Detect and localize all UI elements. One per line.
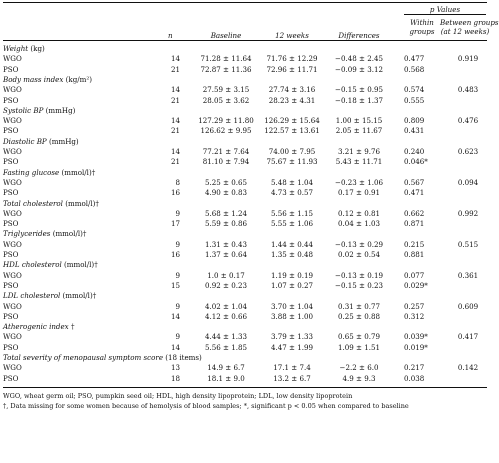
cell-p-within: 0.029* (404, 280, 428, 290)
cell-p-within: 0.019* (404, 342, 428, 352)
cell-p-within: 0.567 (404, 177, 425, 187)
cell-p-between: 0.094 (457, 177, 479, 187)
p-values-heading: p Values (429, 5, 461, 14)
section-unit: (mmHg) (48, 136, 79, 146)
cell-p-between: 0.361 (457, 270, 479, 280)
cell-baseline: 5.68 ± 1.24 (204, 208, 248, 218)
row-group: PSO (3, 126, 19, 136)
cell-p-within: 0.217 (404, 363, 425, 373)
section-unit: (kg/m²) (65, 74, 92, 84)
cell-12weeks: 71.76 ± 12.29 (266, 54, 318, 64)
cell-differences: 1.09 ± 1.51 (337, 342, 381, 352)
cell-p-within: 0.881 (404, 250, 425, 259)
cell-p-within: 0.038 (404, 373, 425, 383)
row-group: PSO (3, 64, 19, 74)
cell-differences: −0.48 ± 2.45 (335, 54, 383, 64)
table-top-rule (3, 2, 487, 3)
cell-differences: 1.00 ± 15.15 (335, 116, 383, 126)
cell-n: 21 (170, 64, 180, 74)
cell-n: 21 (170, 95, 180, 105)
row-group: PSO (3, 95, 19, 105)
header-baseline: Baseline (210, 31, 242, 40)
cell-baseline: 72.87 ± 11.36 (200, 64, 252, 74)
cell-n: 9 (175, 332, 180, 342)
section-title: Body mass index (3, 74, 64, 84)
header-12weeks: 12 weeks (275, 31, 309, 40)
section-unit: (kg) (30, 44, 45, 53)
section-unit: (mmol/l)† (61, 167, 96, 177)
cell-baseline: 1.0 ± 0.17 (207, 270, 245, 280)
section-heading (3, 199, 99, 208)
cell-differences: 3.21 ± 9.76 (337, 147, 381, 156)
cell-p-between: 0.476 (457, 116, 479, 126)
cell-n: 21 (170, 157, 180, 167)
row-group: WGO (3, 54, 22, 64)
section-heading (3, 106, 75, 115)
cell-n: 14 (170, 116, 180, 126)
cell-p-within: 0.871 (404, 219, 425, 229)
cell-differences: 4.9 ± 9.3 (342, 373, 376, 383)
cell-p-within: 0.039* (404, 332, 428, 342)
section-heading (3, 168, 95, 177)
cell-12weeks: 17.1 ± 7.4 (273, 363, 311, 373)
section-heading (3, 229, 86, 238)
cell-p-within: 0.215 (404, 239, 425, 249)
cell-12weeks: 72.96 ± 11.71 (266, 64, 318, 74)
cell-12weeks: 126.29 ± 15.64 (264, 116, 320, 126)
cell-12weeks: 74.00 ± 7.95 (268, 147, 316, 156)
row-group: PSO (3, 311, 19, 321)
section-unit: (mmol/l)† (62, 291, 97, 301)
cell-differences: −0.18 ± 1.37 (335, 95, 383, 105)
cell-baseline: 1.31 ± 0.43 (204, 239, 248, 249)
cell-baseline: 127.29 ± 11.80 (198, 116, 254, 126)
section-title: Atherogenic index (3, 322, 69, 332)
row-group: WGO (3, 116, 22, 126)
row-group: PSO (3, 280, 19, 290)
cell-12weeks: 3.88 ± 1.00 (270, 311, 314, 321)
cell-baseline: 126.62 ± 9.95 (200, 126, 252, 136)
header-n: n (168, 31, 173, 40)
header-between-line2: (at 12 weeks) (440, 27, 490, 36)
row-group: WGO (3, 147, 22, 156)
row-group: WGO (3, 85, 22, 95)
cell-differences: −0.09 ± 3.12 (335, 64, 383, 74)
row-group: WGO (3, 363, 22, 373)
cell-p-within: 0.574 (404, 85, 425, 95)
cell-n: 14 (170, 85, 180, 95)
section-unit: (mmol/l)† (65, 198, 99, 208)
cell-p-within: 0.240 (404, 147, 425, 156)
cell-12weeks: 75.67 ± 11.93 (266, 157, 318, 167)
header-between-line1: Between groups (440, 18, 499, 27)
cell-p-within: 0.046* (404, 157, 428, 167)
cell-12weeks: 1.07 ± 0.27 (270, 280, 314, 290)
cell-12weeks: 1.19 ± 0.19 (270, 270, 314, 280)
cell-differences: 0.12 ± 0.81 (337, 208, 381, 218)
section-heading (3, 260, 98, 269)
cell-baseline: 5.59 ± 0.86 (204, 219, 248, 229)
cell-p-between: 0.919 (457, 54, 479, 64)
cell-baseline: 18.1 ± 9.0 (207, 373, 245, 383)
cell-12weeks: 5.48 ± 1.04 (270, 177, 314, 187)
section-title: Total severity of menopausal symptom score (3, 353, 164, 362)
cell-12weeks: 4.73 ± 0.57 (270, 188, 314, 198)
cell-baseline: 4.44 ± 1.33 (204, 332, 248, 342)
section-heading (3, 353, 202, 362)
section-heading (3, 291, 96, 300)
cell-n: 9 (175, 239, 180, 249)
cell-12weeks: 5.55 ± 1.06 (270, 219, 314, 229)
cell-n: 14 (170, 54, 180, 64)
section-title: Fasting glucose (3, 167, 60, 177)
cell-n: 16 (170, 250, 180, 259)
cell-12weeks: 5.56 ± 1.15 (270, 208, 314, 218)
cell-n: 17 (170, 219, 180, 229)
row-group: PSO (3, 373, 19, 383)
row-group: WGO (3, 270, 22, 280)
row-group: WGO (3, 332, 22, 342)
table-bottom-rule (3, 387, 487, 388)
cell-12weeks: 122.57 ± 13.61 (264, 126, 320, 136)
row-group: PSO (3, 188, 19, 198)
cell-n: 9 (175, 270, 180, 280)
row-group: PSO (3, 157, 19, 167)
cell-differences: −0.13 ± 0.19 (335, 270, 383, 280)
section-unit: (18 items) (165, 353, 202, 362)
cell-differences: 0.31 ± 0.77 (337, 301, 381, 311)
section-unit: (mmol/l)† (52, 229, 87, 239)
cell-p-within: 0.431 (404, 126, 425, 136)
footnote-abbreviations: WGO, wheat germ oil; PSO, pumpkin seed oil; HDL, high density lipoprotein; LDL, low density lipoprotein (3, 391, 353, 400)
cell-p-within: 0.477 (404, 54, 425, 64)
cell-differences: 0.02 ± 0.54 (337, 250, 381, 259)
cell-12weeks: 4.47 ± 1.99 (270, 342, 314, 352)
cell-differences: 0.04 ± 1.03 (337, 219, 381, 229)
cell-differences: −0.15 ± 0.95 (335, 85, 383, 95)
cell-n: 14 (170, 342, 180, 352)
cell-p-within: 0.809 (404, 116, 425, 126)
cell-baseline: 77.21 ± 7.64 (202, 147, 250, 156)
section-title: Triglycerides (3, 229, 51, 239)
cell-differences: 0.25 ± 0.88 (337, 311, 381, 321)
cell-n: 14 (170, 147, 180, 156)
cell-p-between: 0.623 (457, 147, 479, 156)
cell-p-within: 0.568 (404, 64, 425, 74)
section-unit: (mmol/l)† (64, 260, 98, 270)
cell-p-within: 0.312 (404, 311, 425, 321)
cell-n: 9 (175, 208, 180, 218)
cell-baseline: 5.56 ± 1.85 (204, 342, 248, 352)
section-title: Weight (3, 44, 29, 53)
section-heading (3, 44, 45, 53)
p-values-rule (404, 14, 486, 15)
row-group: WGO (3, 177, 22, 187)
cell-p-between: 0.417 (457, 332, 479, 342)
cell-baseline: 27.59 ± 3.15 (202, 85, 250, 95)
cell-baseline: 4.12 ± 0.66 (204, 311, 248, 321)
header-differences: Differences (338, 31, 380, 40)
row-group: WGO (3, 208, 22, 218)
header-bottom-rule (3, 40, 487, 41)
section-unit: (mmHg) (45, 105, 76, 115)
cell-baseline: 81.10 ± 7.94 (202, 157, 250, 167)
cell-differences: 0.17 ± 0.91 (337, 188, 381, 198)
cell-differences: 0.65 ± 0.79 (337, 332, 381, 342)
cell-baseline: 4.02 ± 1.04 (204, 301, 248, 311)
section-title: HDL cholesterol (3, 260, 62, 270)
header-within-line1: Within (410, 18, 434, 27)
cell-p-within: 0.662 (404, 208, 425, 218)
section-title: Systolic BP (3, 105, 44, 115)
cell-baseline: 1.37 ± 0.64 (204, 250, 248, 259)
row-group: WGO (3, 301, 22, 311)
cell-p-within: 0.471 (404, 188, 425, 198)
cell-differences: −0.23 ± 1.06 (335, 177, 383, 187)
cell-n: 14 (170, 311, 180, 321)
cell-n: 18 (170, 373, 180, 383)
cell-differences: 2.05 ± 11.67 (335, 126, 383, 136)
row-group: PSO (3, 342, 19, 352)
row-group: PSO (3, 250, 19, 259)
cell-12weeks: 27.74 ± 3.16 (268, 85, 316, 95)
footnote-symbols: †, Data missing for some women because of hemolysis of blood samples; *, significant p < 0.05 when compared to baseline (3, 401, 409, 410)
cell-p-within: 0.555 (404, 95, 425, 105)
cell-n: 15 (170, 280, 180, 290)
cell-baseline: 0.92 ± 0.23 (204, 280, 248, 290)
cell-baseline: 4.90 ± 0.83 (204, 188, 248, 198)
section-unit: † (70, 322, 75, 332)
cell-12weeks: 3.79 ± 1.33 (270, 332, 314, 342)
cell-12weeks: 3.70 ± 1.04 (270, 301, 314, 311)
cell-baseline: 28.05 ± 3.62 (202, 95, 250, 105)
cell-12weeks: 1.44 ± 0.44 (270, 239, 314, 249)
cell-baseline: 71.28 ± 11.64 (200, 54, 252, 64)
cell-p-between: 0.515 (457, 239, 479, 249)
cell-differences: −0.15 ± 0.23 (335, 280, 383, 290)
cell-12weeks: 13.2 ± 6.7 (273, 373, 311, 383)
header-within-line2: groups (409, 27, 435, 36)
cell-baseline: 5.25 ± 0.65 (204, 177, 248, 187)
cell-differences: −0.13 ± 0.29 (335, 239, 383, 249)
cell-p-within: 0.257 (404, 301, 425, 311)
section-title: LDL cholesterol (3, 291, 61, 301)
row-group: WGO (3, 239, 22, 249)
cell-differences: −2.2 ± 6.0 (339, 363, 379, 373)
section-heading (3, 322, 74, 331)
section-title: Diastolic BP (3, 136, 47, 146)
cell-n: 9 (175, 301, 180, 311)
cell-differences: 5.43 ± 11.71 (335, 157, 383, 167)
section-title: Total cholesterol (3, 198, 63, 208)
row-group: PSO (3, 219, 19, 229)
cell-12weeks: 28.23 ± 4.31 (268, 95, 316, 105)
cell-p-between: 0.483 (457, 85, 479, 95)
section-heading (3, 137, 79, 146)
cell-baseline: 14.9 ± 6.7 (207, 363, 245, 373)
cell-p-within: 0.077 (404, 270, 425, 280)
cell-n: 8 (175, 177, 180, 187)
cell-n: 13 (170, 363, 180, 373)
cell-n: 21 (170, 126, 180, 136)
cell-12weeks: 1.35 ± 0.48 (270, 250, 314, 259)
cell-n: 16 (170, 188, 180, 198)
cell-p-between: 0.609 (457, 301, 479, 311)
cell-p-between: 0.992 (457, 208, 479, 218)
cell-p-between: 0.142 (457, 363, 479, 373)
section-heading (3, 75, 92, 84)
